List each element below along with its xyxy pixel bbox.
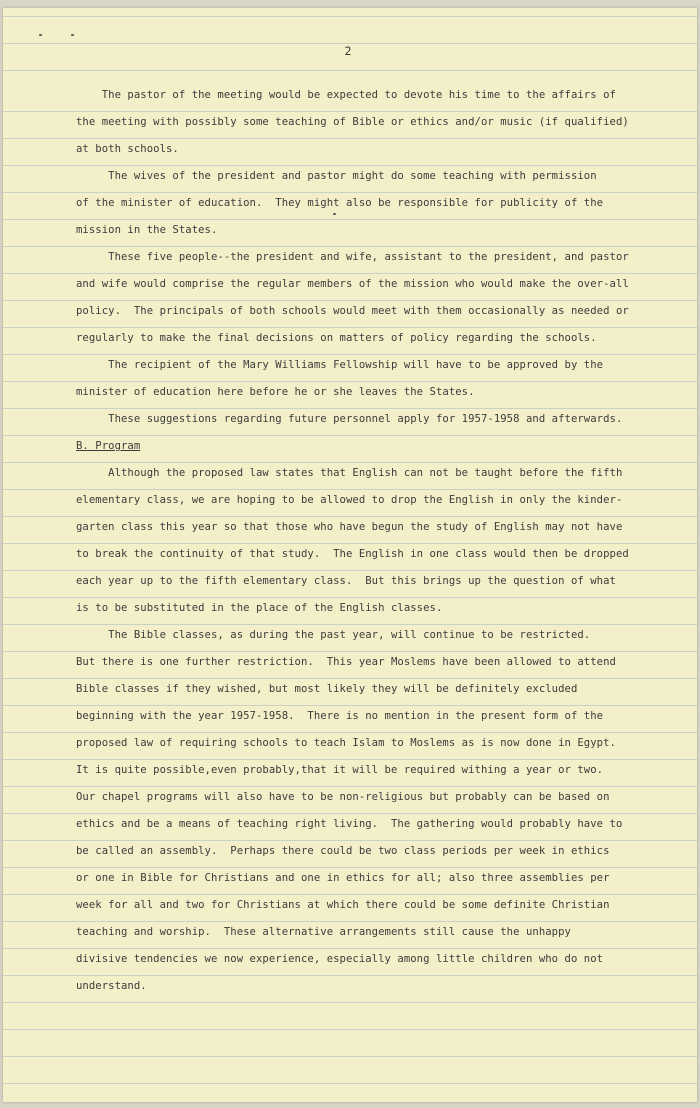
text-line: at both schools.: [76, 143, 179, 155]
text-line: These five people--the president and wife, assistant to the president, and pastor: [76, 251, 629, 263]
text-line: elementary class, we are hoping to be allowed to drop the English in only the kinder-: [76, 494, 623, 506]
text-line: Although the proposed law states that English can not be taught before the fifth: [76, 467, 623, 479]
text-line: ethics and be a means of teaching right living. The gathering would probably have to: [76, 818, 623, 830]
text-line: The wives of the president and pastor might do some teaching with permission: [76, 170, 597, 182]
text-line: is to be substituted in the place of the English classes.: [76, 602, 443, 614]
text-line: and wife would comprise the regular members of the mission who would make the over-all: [76, 278, 629, 290]
text-line: week for all and two for Christians at which there could be some definite Christian: [76, 899, 610, 911]
paper-speck: [71, 34, 74, 36]
text-line: regularly to make the final decisions on matters of policy regarding the schools.: [76, 332, 597, 344]
text-line: These suggestions regarding future personnel apply for 1957-1958 and afterwards.: [76, 413, 623, 425]
text-line: The pastor of the meeting would be expected to devote his time to the affairs of: [76, 89, 616, 101]
text-line: of the minister of education. They might also be responsible for publicity of the: [76, 197, 604, 209]
text-line: to break the continuity of that study. The English in one class would then be dropped: [76, 548, 629, 560]
text-line: policy. The principals of both schools would meet with them occasionally as needed or: [76, 305, 629, 317]
text-line: each year up to the fifth elementary class. But this brings up the question of what: [76, 575, 616, 587]
text-line: understand.: [76, 980, 147, 992]
text-line: The Bible classes, as during the past year, will continue to be restricted.: [76, 629, 591, 641]
text-line: or one in Bible for Christians and one in ethics for all; also three assemblies per: [76, 872, 610, 884]
text-line: beginning with the year 1957-1958. There is no mention in the present form of the: [76, 710, 604, 722]
text-line: divisive tendencies we now experience, especially among little children who do not: [76, 953, 604, 965]
body-text: [76, 82, 676, 1000]
text-line: The recipient of the Mary Williams Fellowship will have to be approved by the: [76, 359, 604, 371]
text-line: proposed law of requiring schools to teach Islam to Moslems as is now done in Egypt.: [76, 737, 616, 749]
text-line: be called an assembly. Perhaps there could be two class periods per week in ethics: [76, 845, 610, 857]
text-line: teaching and worship. These alternative arrangements still cause the unhappy: [76, 926, 571, 938]
page-number: 2: [344, 44, 352, 58]
text-line: mission in the States.: [76, 224, 218, 236]
text-line: But there is one further restriction. This year Moslems have been allowed to attend: [76, 656, 616, 668]
text-line: the meeting with possibly some teaching of Bible or ethics and/or music (if qualified): [76, 116, 629, 128]
typewritten-page: [3, 8, 697, 1102]
text-line: Bible classes if they wished, but most likely they will be definitely excluded: [76, 683, 578, 695]
text-line: It is quite possible,even probably,that it will be required withing a year or two.: [76, 764, 604, 776]
section-heading: B. Program: [76, 440, 141, 452]
paper-speck: [39, 34, 42, 36]
text-line: Our chapel programs will also have to be non-religious but probably can be based on: [76, 791, 610, 803]
text-line: garten class this year so that those who have begun the study of English may not have: [76, 521, 623, 533]
text-line: minister of education here before he or she leaves the States.: [76, 386, 475, 398]
